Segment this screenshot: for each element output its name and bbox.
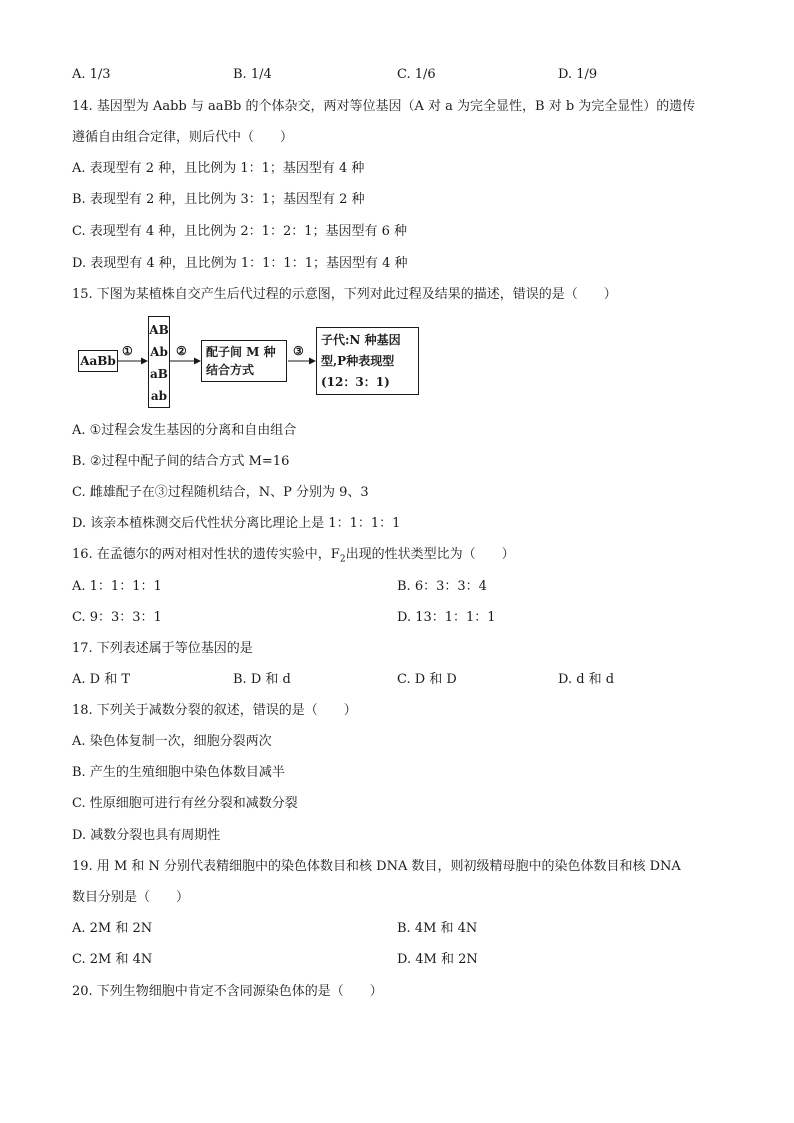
q16-option-b: B. 6：3：3：4: [397, 579, 487, 594]
q17-option-c: C. D 和 D: [397, 672, 457, 687]
q19-stem-line1: 19. 用 M 和 N 分别代表精细胞中的染色体数目和核 DNA 数目，则初级精母胞中的染色体数目和核 DNA: [72, 859, 681, 874]
q14-option-c: C. 表现型有 4 种，且比例为 2：1：2：1；基因型有 6 种: [72, 224, 408, 239]
q14-option-b: B. 表现型有 2 种，且比例为 3：1；基因型有 2 种: [72, 192, 365, 207]
step-3-label: ③: [293, 344, 304, 358]
gamete-ab-mixed2: aB: [150, 367, 168, 381]
gametes-box: [148, 316, 170, 408]
q15-stem: 15. 下图为某植株自交产生后代过程的示意图，下列对此过程及结果的描述，错误的是（ ）: [72, 287, 617, 302]
q15-option-b: B. ②过程中配子间的结合方式 M=16: [72, 454, 290, 469]
q19-stem-line2: 数目分别是（ ）: [72, 890, 190, 905]
q17-option-b: B. D 和 d: [233, 672, 291, 687]
q14-option-d: D. 表现型有 4 种，且比例为 1：1：1：1；基因型有 4 种: [72, 256, 408, 271]
offspring-line3: (12：3：1): [321, 375, 390, 389]
q19-option-c: C. 2M 和 4N: [72, 952, 153, 967]
q14-option-a: A. 表现型有 2 种，且比例为 1：1；基因型有 4 种: [72, 161, 365, 176]
q15-process-diagram: [76, 316, 421, 410]
parent-genotype-box: AaBb: [78, 350, 118, 372]
q16-option-d: D. 13：1：1：1: [397, 610, 496, 625]
q13-option-b: B. 1/4: [233, 67, 272, 82]
q16-stem-subscript: 2: [339, 554, 346, 565]
q19-option-b: B. 4M 和 4N: [397, 921, 478, 936]
q18-option-b: B. 产生的生殖细胞中染色体数目减半: [72, 765, 285, 780]
q17-option-a: A. D 和 T: [72, 672, 131, 687]
q14-stem-line1: 14. 基因型为 Aabb 与 aaBb 的个体杂交，两对等位基因（A 对 a 为完全显性，B 对 b 为完全显性）的遗传: [72, 99, 696, 114]
combination-line2: 结合方式: [206, 363, 255, 377]
q19-option-a: A. 2M 和 2N: [72, 921, 153, 936]
q16-stem-pre: 16. 在孟德尔的两对相对性状的遗传实验中，F: [72, 547, 340, 562]
q13-option-c: C. 1/6: [397, 67, 436, 82]
q13-option-a: A. 1/3: [72, 67, 111, 82]
q16-stem: [72, 546, 515, 569]
q13-option-d: D. 1/9: [558, 67, 598, 82]
q16-option-a: A. 1：1：1：1: [72, 579, 162, 594]
q17-option-d: D. d 和 d: [558, 672, 615, 687]
gamete-ab-mixed1: Ab: [150, 345, 168, 359]
q15-option-c: C. 雌雄配子在③过程随机结合，N、P 分别为 9、3: [72, 485, 369, 500]
q17-stem: 17. 下列表述属于等位基因的是: [72, 641, 253, 656]
q18-option-d: D. 减数分裂也具有周期性: [72, 828, 221, 843]
step-2-label: ②: [176, 344, 187, 358]
q20-stem: 20. 下列生物细胞中肯定不含同源染色体的是（ ）: [72, 984, 383, 999]
combination-line1: 配子间 M 种: [206, 345, 276, 359]
q18-stem: 18. 下列关于减数分裂的叙述，错误的是（ ）: [72, 703, 357, 718]
offspring-line1: 子代:N 种基因: [321, 333, 401, 347]
combination-box: [201, 340, 287, 382]
offspring-line2: 型,P种表现型: [321, 354, 395, 368]
q19-option-d: D. 4M 和 2N: [397, 952, 478, 967]
q18-option-c: C. 性原细胞可进行有丝分裂和减数分裂: [72, 796, 298, 811]
q15-option-d: D. 该亲本植株测交后代性状分离比理论上是 1：1：1：1: [72, 516, 401, 531]
q16-option-c: C. 9：3：3：1: [72, 610, 162, 625]
gamete-ab-lower: ab: [150, 389, 168, 403]
gamete-ab-upper: AB: [149, 323, 169, 337]
q14-stem-line2: 遵循自由组合定律，则后代中（ ）: [72, 130, 294, 145]
q15-option-a: A. ①过程会发生基因的分离和自由组合: [72, 423, 297, 438]
q18-option-a: A. 染色体复制一次，细胞分裂两次: [72, 734, 272, 749]
step-1-label: ①: [122, 344, 133, 358]
q16-stem-post: 出现的性状类型比为（ ）: [345, 547, 515, 562]
offspring-box: [316, 327, 419, 395]
